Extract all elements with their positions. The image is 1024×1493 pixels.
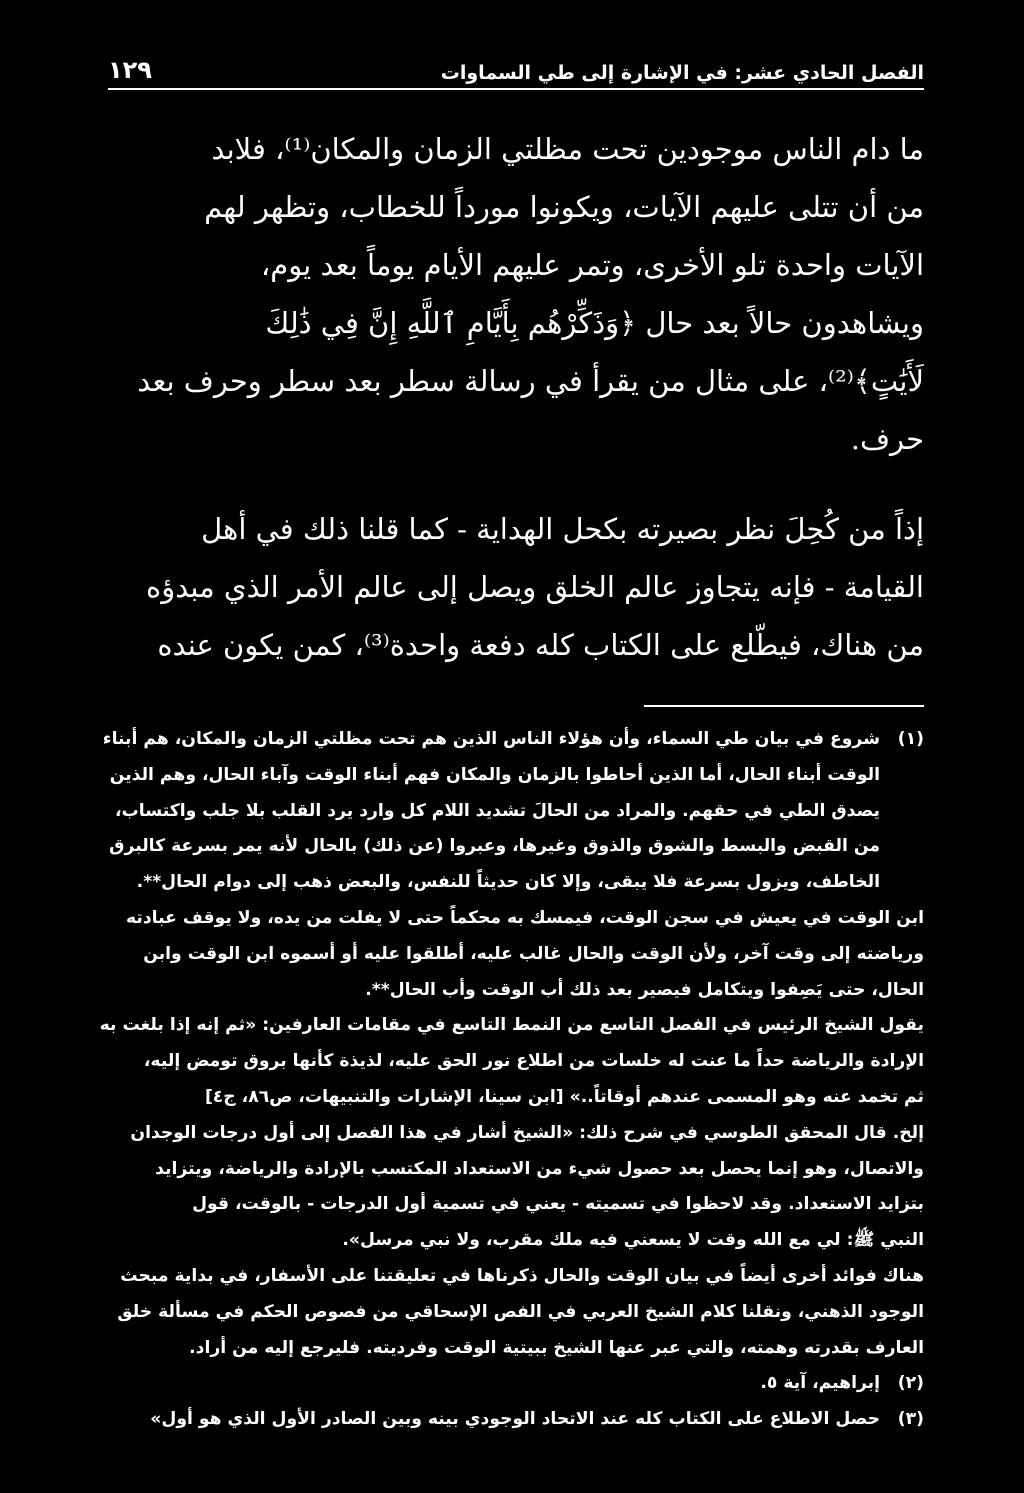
- footnote-3: [96, 1402, 924, 1438]
- footnote-line: بتزايد الاستعداد. وقد لاحظوا في تسميته - يعني في تسمية أول الدرجات - بالوقت، قول: [192, 1194, 924, 1215]
- footnote-line: الوقت أبناء الحال، أما الذين أحاطوا بالزمان والمكان فهم أبناء الوقت وآباء الحال، وهم الذين: [109, 764, 880, 785]
- footnote-line: ثم تخمد عنه وهو المسمى عندهم أوقاتاً..» [ابن سينا، الإشارات والتنبيهات، ص٨٦، ج٤]: [204, 1086, 924, 1107]
- page-header: [108, 50, 924, 90]
- footnote-line: النبي ﷺ: لي مع الله وقت لا يسعني فيه ملك مقرب، ولا نبي مرسل».: [342, 1230, 924, 1251]
- paragraph-2: [108, 500, 924, 674]
- footnote-line: شروع في بيان طي السماء، وأن هؤلاء الناس الذين هم تحت مظلتي الزمان والمكان، هم أبناء: [102, 729, 880, 749]
- text-line: لَأَيَٰتٍ﴾⁽²⁾، على مثال من يقرأ في رسالة سطر بعد سطر وحرف بعد: [137, 364, 924, 398]
- text-line: من أن تتلى عليهم الآيات، ويكونوا مورداً للخطاب، وتظهر لهم: [204, 190, 924, 224]
- paragraph-1: [108, 120, 924, 468]
- footnote-2: [96, 1366, 924, 1402]
- text-line: القيامة - فإنه يتجاوز عالم الخلق ويصل إلى عالم الأمر الذي مبدؤه: [146, 570, 924, 604]
- footnote-number: (١): [897, 729, 924, 749]
- footnote-line: الحال، حتى يَصِفوا ويتكامل فيصير بعد ذلك أب الوقت وأب الحال**.: [365, 979, 924, 1000]
- footnote-line: العارف بقدرته وهمته، والتي عبر عنها الشيخ ببيتية الوقت وفرديته. فليرجع إليه من أراد.: [189, 1337, 924, 1358]
- page-number: ١٢٩: [108, 56, 152, 84]
- text-line: من هناك، فيطّلع على الكتاب كله دفعة واحدة⁽³⁾، كمن يكون عنده: [157, 628, 924, 662]
- footnote-1: [96, 722, 924, 901]
- footnote-number: (٣): [897, 1409, 924, 1430]
- running-title: الفصل الحادي عشر: في الإشارة إلى طي السماوات: [440, 62, 924, 84]
- footnote-body: [96, 1402, 880, 1438]
- text-line: إذاً من كُحِلَ نظر بصيرته بكحل الهداية - كما قلنا ذلك في أهل: [201, 512, 924, 546]
- footnotes: [96, 722, 924, 1438]
- footnote-1-continuation: [96, 901, 924, 1366]
- footnote-separator: [644, 705, 924, 707]
- main-text: [108, 120, 924, 674]
- text-line: ويشاهدون حالاً بعد حال ﴿وَذَكِّرْهُم بِأَيَّامِ ٱللَّهِ إِنَّ فِي ذَٰلِكَ: [265, 306, 924, 340]
- footnote-line: ابن الوقت في يعيش في سجن الوقت، فيمسك به محكماً حتى لا يفلت من يده، ولا يوقف عبادته: [125, 907, 924, 928]
- footnote-line: يقول الشيخ الرئيس في الفصل التاسع من النمط التاسع في مقامات العارفين: «ثم إنه إذا بلغت به: [99, 1015, 924, 1036]
- footnote-line: إلخ. قال المحقق الطوسي في شرح ذلك: «الشيخ أشار في هذا الفصل إلى أول درجات الوجدان: [130, 1122, 924, 1143]
- footnote-line: حصل الاطلاع على الكتاب كله عند الاتحاد الوجودي بينه وبين الصادر الأول الذي هو أول»: [150, 1409, 880, 1430]
- footnote-line: الوجود الذهني، ونقلنا كلام الشيخ العربي في الفص الإسحاقي من فصوص الحكم في مسألة خلق: [117, 1301, 924, 1322]
- footnote-number: (٢): [897, 1373, 924, 1394]
- footnote-line: من القبض والبسط والشوق والذوق وغيرها، وعبروا (عن ذلك) بالحال لأنه يمر بسرعة كالبرق: [109, 836, 880, 857]
- text-line: ما دام الناس موجودين تحت مظلتي الزمان والمكان⁽¹⁾، فلابد: [211, 132, 924, 166]
- footnote-line: الخاطف، ويزول بسرعة فلا يبقى، وإلا كان حديثاً للنفس، والبعض ذهب إلى دوام الحال**.: [136, 872, 880, 893]
- text-line: حرف.: [850, 422, 924, 456]
- footnote-line: هناك فوائد أخرى أيضاً في بيان الوقت والحال ذكرناها في تعليقتنا على الأسفار، في بداية مبحث: [120, 1265, 924, 1286]
- footnote-line: الإرادة والرياضة حداً ما عنت له خلسات من اطلاع نور الحق عليه، لذيذة كأنها بروق تومض إليه،: [143, 1051, 924, 1072]
- paragraph-gap: [108, 468, 924, 500]
- footnote-line: إبراهيم، آية ٥.: [760, 1373, 880, 1394]
- text-line: الآيات واحدة تلو الأخرى، وتمر عليهم الأيام يوماً بعد يوم،: [260, 248, 924, 282]
- footnote-body: [96, 722, 880, 901]
- footnote-line: والاتصال، وهو إنما يحصل بعد حصول شيء من الاستعداد المكتسب بالإرادة والرياضة، ويتزايد: [155, 1158, 924, 1179]
- footnote-body: [96, 1366, 880, 1402]
- footnote-line: ورياضته إلى وقت آخر، ولأن الوقت والحال غالب عليه، أطلقوا عليه أو أسموه ابن الوقت وابن: [143, 943, 924, 964]
- footnote-line: يصدق الطي في حقهم. والمراد من الحالَ تشديد اللام كل وارد يرد القلب بلا جلب واكتساب،: [114, 800, 880, 821]
